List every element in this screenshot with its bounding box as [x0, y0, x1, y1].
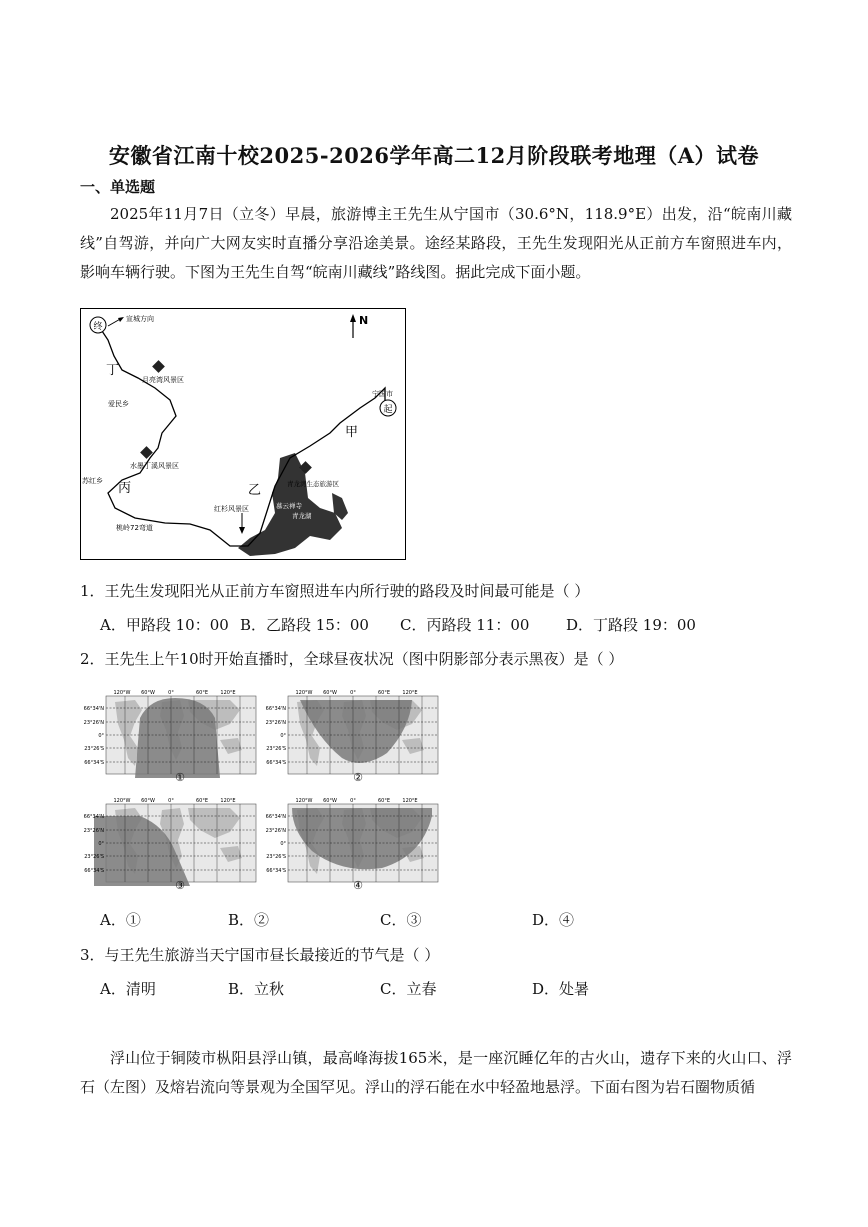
longitude-label: 0° — [350, 798, 356, 804]
longitude-label: 60°W — [141, 798, 155, 804]
latitude-label: 23°26'S — [84, 746, 104, 752]
map-caption-4: ④ — [353, 879, 363, 892]
longitude-label: 60°E — [377, 798, 391, 804]
latitude-label: 0° — [98, 733, 104, 739]
day-night-map-4 — [262, 796, 440, 888]
label-qinglonghu: 青龙湖 — [292, 512, 312, 520]
q1-option-c[interactable]: C．丙路段 11：00 — [400, 616, 530, 634]
q2-option-b[interactable]: B．② — [228, 911, 270, 929]
longitude-label: 120°E — [220, 798, 236, 804]
page-title: 安徽省江南十校2025-2026学年高二12月阶段联考地理（A）试卷 — [108, 143, 760, 168]
day-night-map-3 — [80, 796, 258, 888]
day-night-map-2 — [262, 688, 440, 780]
question-2: 2．王先生上午10时开始直播时，全球昼夜状况（图中阴影部分表示黑夜）是（ ） — [80, 650, 624, 668]
latitude-label: 23°26'N — [83, 828, 104, 834]
latitude-label: 23°26'S — [84, 854, 104, 860]
label-hongshan: 红杉风景区 — [214, 505, 249, 513]
latitude-label: 66°34'S — [266, 760, 286, 766]
north-label: N — [359, 314, 369, 327]
latitude-label: 66°34'S — [84, 868, 104, 874]
longitude-label: 120°W — [295, 798, 313, 804]
longitude-label: 0° — [168, 798, 174, 804]
end-marker: 终 — [93, 322, 103, 332]
longitude-label: 0° — [168, 690, 174, 696]
label-muyun: 慕云禅寺 — [276, 502, 302, 510]
night-shade — [135, 698, 220, 778]
label-ding: 丁 — [106, 363, 120, 378]
q3-option-a[interactable]: A．清明 — [100, 980, 156, 998]
q3-option-b[interactable]: B．立秋 — [228, 980, 285, 998]
intro-paragraph: 2025年11月7日（立冬）早晨，旅游博主王先生从宁国市（30.6°N，118.9°E）出发，沿“皖南川藏线”自驾游，并向广大网友实时直播分享沿途美景。途经某路段，王先生发现阳光从正前方车窗照进车内，影响车辆行驶。下图为王先生自驾“皖南川藏线”路线图。据此完成下面小题。 — [80, 205, 792, 281]
label-jia: 甲 — [345, 425, 359, 440]
q2-option-c[interactable]: C．③ — [380, 911, 422, 929]
label-ningguo: 宁国市 — [372, 390, 393, 398]
label-qinglong: 青龙湾生态旅游区 — [287, 480, 339, 488]
day-night-map-1 — [80, 688, 258, 780]
label-xuancheng: 宣城方向 — [126, 315, 154, 323]
latitude-label: 66°34'S — [84, 760, 104, 766]
label-suhong: 苏红乡 — [82, 477, 103, 485]
longitude-label: 120°E — [402, 690, 418, 696]
latitude-label: 66°34'S — [266, 868, 286, 874]
latitude-label: 0° — [280, 841, 286, 847]
longitude-label: 120°E — [220, 690, 236, 696]
latitude-label: 23°26'N — [83, 720, 104, 726]
longitude-label: 60°W — [323, 798, 337, 804]
q3-options — [100, 978, 800, 999]
label-shuimo: 水墨丁溪风景区 — [130, 462, 179, 470]
latitude-label: 66°34'N — [265, 814, 286, 820]
latitude-label: 0° — [280, 733, 286, 739]
latitude-label: 0° — [98, 841, 104, 847]
label-taoling: 桃岭72弯道 — [116, 524, 153, 532]
question-3: 3．与王先生旅游当天宁国市昼长最接近的节气是（ ） — [80, 946, 440, 964]
latitude-label: 66°34'N — [83, 706, 104, 712]
question-1: 1．王先生发现阳光从正前方车窗照进车内所行驶的路段及时间最可能是（ ） — [80, 582, 590, 600]
map-caption-1: ① — [175, 771, 185, 784]
longitude-label: 120°W — [113, 690, 131, 696]
longitude-label: 60°E — [195, 690, 209, 696]
q2-option-a[interactable]: A．① — [100, 911, 141, 929]
q1-options — [100, 614, 800, 635]
map-caption-3: ③ — [175, 879, 185, 892]
q1-option-b[interactable]: B．乙路段 15：00 — [240, 616, 369, 634]
start-marker: 起 — [383, 405, 393, 415]
latitude-label: 23°26'N — [265, 828, 286, 834]
label-aimin: 爱民乡 — [108, 400, 129, 408]
q2-options — [100, 909, 800, 930]
longitude-label: 60°W — [141, 690, 155, 696]
q2-option-d[interactable]: D．④ — [532, 911, 575, 929]
latitude-label: 66°34'N — [83, 814, 104, 820]
q1-option-a[interactable]: A．甲路段 10：00 — [100, 616, 229, 634]
label-yi: 乙 — [248, 483, 262, 498]
longitude-label: 120°W — [113, 798, 131, 804]
longitude-label: 60°E — [195, 798, 209, 804]
passage-2: 浮山位于铜陵市枞阳县浮山镇，最高峰海拔165米，是一座沉睡亿年的古火山，遗存下来的火山口、浮石（左图）及熔岩流向等景观为全国罕见。浮山的浮石能在水中轻盈地悬浮。下面右图为岩石圈物质循 — [80, 1049, 792, 1096]
longitude-label: 120°W — [295, 690, 313, 696]
map-caption-2: ② — [353, 771, 363, 784]
q3-option-d[interactable]: D．处暑 — [532, 980, 590, 998]
longitude-label: 120°E — [402, 798, 418, 804]
label-yueliangwan: 月亮湾风景区 — [142, 376, 184, 384]
latitude-label: 23°26'S — [266, 746, 286, 752]
route-map — [80, 308, 406, 560]
label-bing: 丙 — [118, 481, 132, 496]
longitude-label: 60°E — [377, 690, 391, 696]
longitude-label: 0° — [350, 690, 356, 696]
latitude-label: 23°26'N — [265, 720, 286, 726]
q3-option-c[interactable]: C．立春 — [380, 980, 437, 998]
q1-option-d[interactable]: D．丁路段 19：00 — [566, 616, 696, 634]
longitude-label: 60°W — [323, 690, 337, 696]
latitude-label: 23°26'S — [266, 854, 286, 860]
latitude-label: 66°34'N — [265, 706, 286, 712]
section-heading: 一、单选题 — [80, 178, 156, 196]
